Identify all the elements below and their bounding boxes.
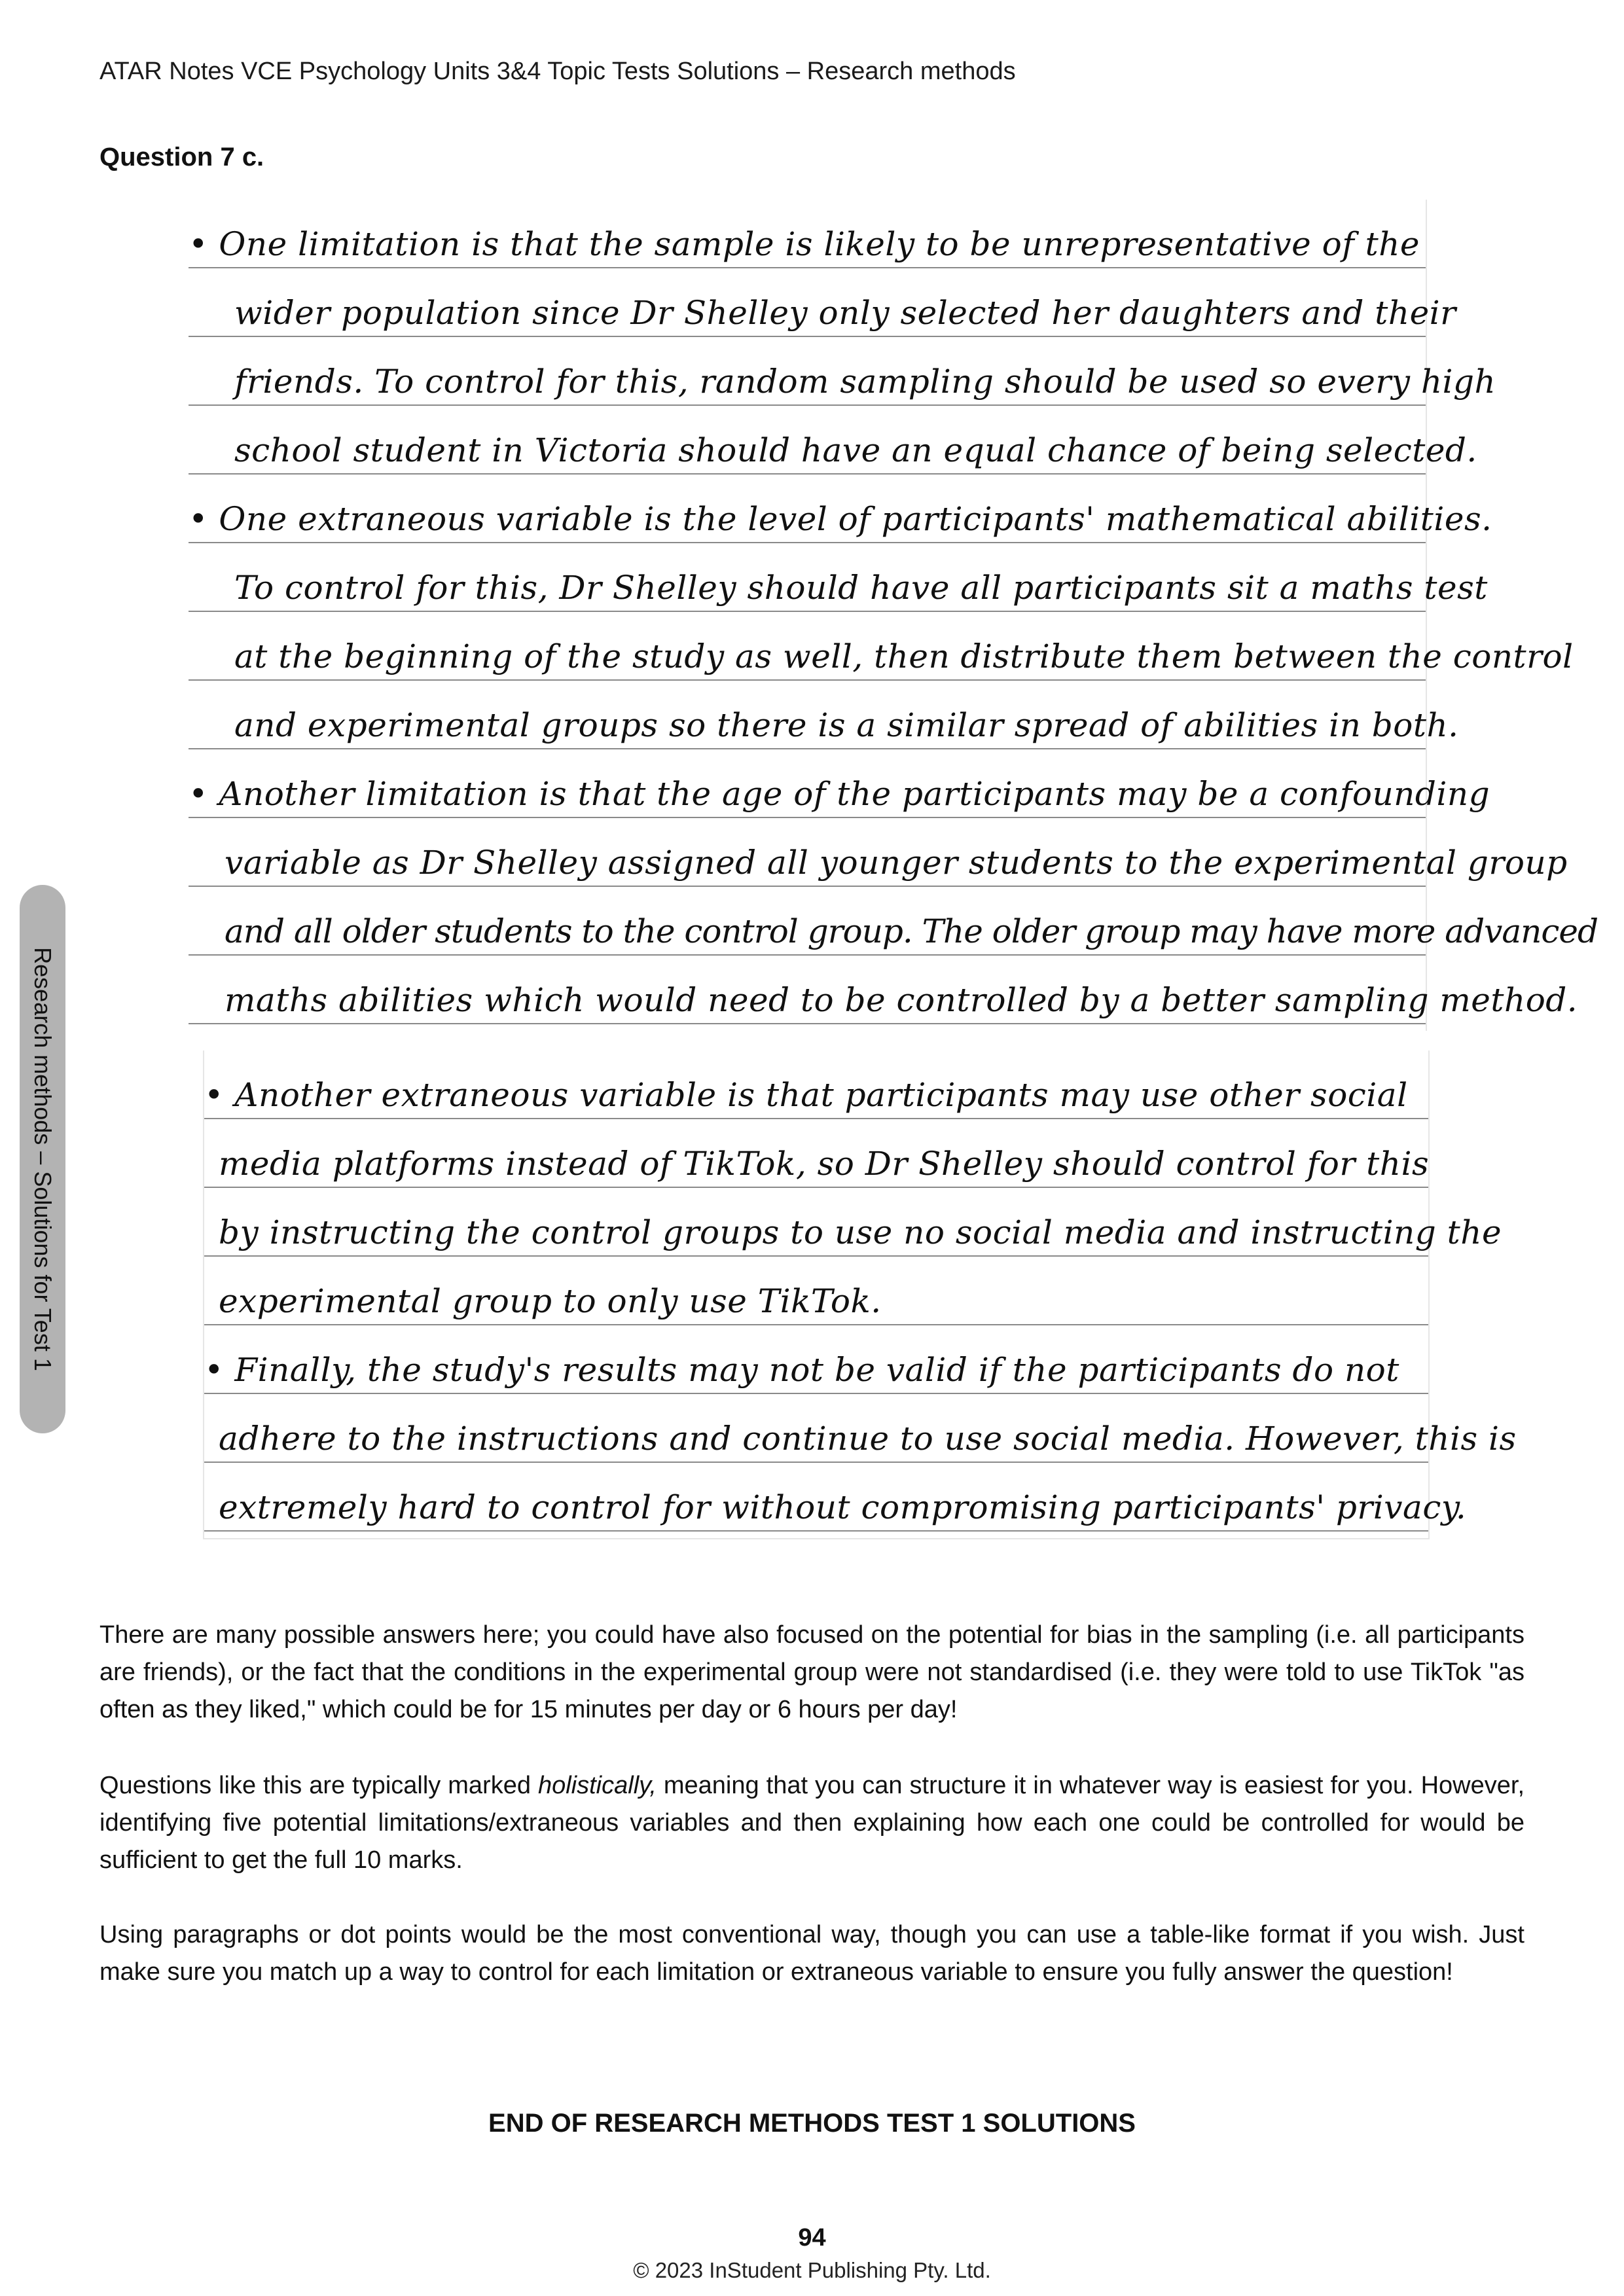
handwritten-answer-panel-1: [189, 200, 1598, 1031]
handwritten-line: To control for this, Dr Shelley should have all participants sit a maths test: [189, 543, 1426, 612]
handwritten-answer-panel-2: [203, 1050, 1517, 1539]
handwritten-line: adhere to the instructions and continue to use social media. However, this is: [204, 1394, 1428, 1463]
handwritten-line: • Another extraneous variable is that participants may use other social: [204, 1050, 1428, 1119]
handwritten-line: by instructing the control groups to use no social media and instructing the: [204, 1188, 1428, 1257]
handwritten-line: at the beginning of the study as well, then distribute them between the control: [189, 612, 1426, 681]
question-title: Question 7 c.: [99, 143, 264, 171]
explanation-paragraph-2-start: Questions like this are typically marked: [99, 1772, 538, 1799]
side-tab-label: Research methods – Solutions for Test 1: [29, 947, 56, 1371]
explanation-paragraph-1: There are many possible answers here; you could have also focused on the potential for bias in the sampling (i.e. all participants are friends), or the fact that the conditions in the experimental group were not standardised (i.e. they were told to use TikTok "as often as they liked," which could be for 15 minutes per day or 6 hours per day!: [99, 1621, 1525, 1723]
explanation-paragraph-3: Using paragraphs or dot points would be the most conventional way, though you can use a table-like format if you wish. Just make sure you match up a way to control for each limitation or extraneous variable to ensure you fully answer the question!: [99, 1921, 1525, 1986]
handwritten-line: • One limitation is that the sample is likely to be unrepresentative of the: [189, 200, 1426, 268]
handwritten-line: and experimental groups so there is a similar spread of abilities in both.: [189, 681, 1426, 749]
handwritten-line: and all older students to the control group. The older group may have more advanced: [189, 887, 1426, 956]
explanation-paragraph-2-end: meaning that you can structure it in whatever way is easiest for you. However, identifying five potential limitations/extraneous variables and then explaining how each one could be controlled for would be sufficient to get the full 10 marks.: [99, 1772, 1525, 1874]
handwritten-line: variable as Dr Shelley assigned all younger students to the experimental group: [189, 818, 1426, 887]
handwritten-line: friends. To control for this, random sampling should be used so every high: [189, 337, 1426, 406]
handwritten-line: experimental group to only use TikTok.: [204, 1257, 1428, 1325]
emphasis-holistically: holistically,: [537, 1772, 657, 1799]
page-number: 94: [798, 2224, 826, 2251]
explanation-paragraph-2: [99, 1767, 1525, 1879]
handwritten-line: • Another limitation is that the age of the participants may be a confounding: [189, 749, 1426, 818]
side-tab: [20, 885, 65, 1433]
running-header: ATAR Notes VCE Psychology Units 3&4 Topic Tests Solutions – Research methods: [99, 58, 1016, 85]
handwritten-line: extremely hard to control for without compromising participants' privacy.: [204, 1463, 1428, 1532]
handwritten-line: wider population since Dr Shelley only selected her daughters and their: [189, 268, 1426, 337]
handwritten-line: media platforms instead of TikTok, so Dr Shelley should control for this: [204, 1119, 1428, 1188]
handwritten-line: maths abilities which would need to be controlled by a better sampling method.: [189, 956, 1426, 1024]
handwritten-line: • One extraneous variable is the level of participants' mathematical abilities.: [189, 475, 1426, 543]
end-of-solutions-heading: END OF RESEARCH METHODS TEST 1 SOLUTIONS: [488, 2109, 1136, 2138]
handwritten-line: school student in Victoria should have an equal chance of being selected.: [189, 406, 1426, 475]
handwritten-line: • Finally, the study's results may not be valid if the participants do not: [204, 1325, 1428, 1394]
copyright-notice: © 2023 InStudent Publishing Pty. Ltd.: [633, 2258, 991, 2282]
